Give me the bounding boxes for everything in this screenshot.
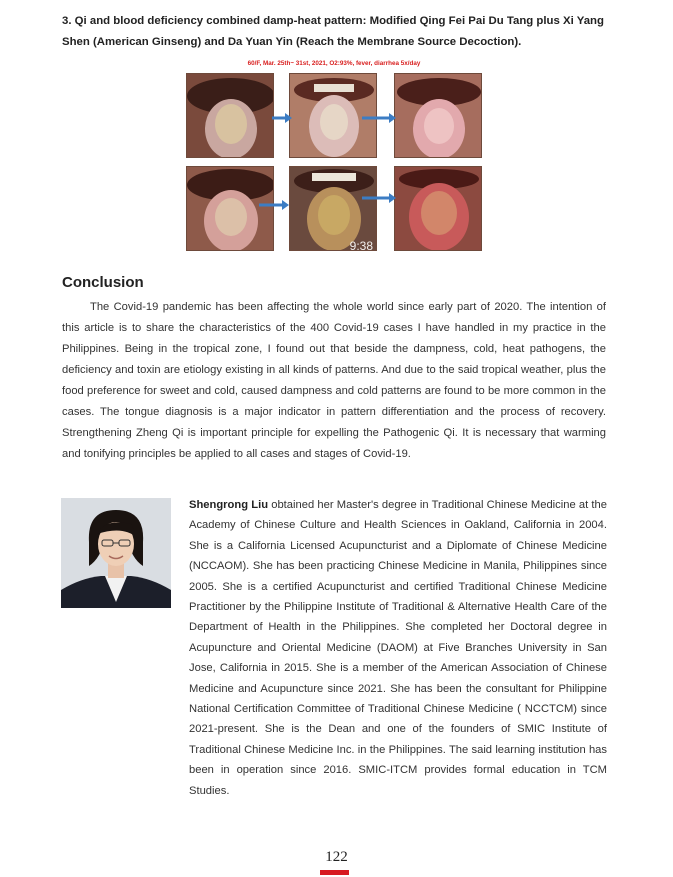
conclusion-paragraph: The Covid-19 pandemic has been affecting the whole world since early part of 2020. The intention of this article is to share the characteristics of the 400 Covid-19 cases I have handled in my practice in the Philippines. Being in the tropical zone, I found out that beside the dampness, cold, heat pathogens, the deficiency and toxin are etiology existing in all kinds of patterns. And due to the said tropical weather, plus the food preference for sweet and cold, caused dampness and cold patterns are found to be more common in the cases. The tongue diagnosis is a major indicator in pattern differentiation and the process of recovery. Strengthening Zheng Qi is important principle for expelling the Pathogenic Qi. It is necessary that warming and tonifying principles be applied to all cases and stages of Covid-19.: [62, 301, 606, 460]
arrow-right-icon: [259, 200, 289, 210]
page-number: 122: [325, 849, 348, 865]
section-heading: 3. Qi and blood deficiency combined damp-heat pattern: Modified Qing Fei Pai Du Tang plus Xi Yang Shen (American Ginseng) and Da Yuan Yin (Reach the Membrane Source Decoction).: [62, 15, 604, 48]
author-name: Shengrong Liu: [189, 499, 269, 511]
tongue-photo-5: [289, 166, 377, 251]
author-photo: [61, 498, 171, 608]
page-accent-bar: [320, 870, 349, 875]
arrow-right-icon: [272, 113, 292, 123]
author-bio-text: obtained her Master's degree in Traditional Chinese Medicine at the Academy of Chinese Culture and Health Sciences in Oakland, California in 2004. She is a California Licensed Acupuncturist and a Diplomate of Chinese Medicine (NCCAOM). She has been practicing Chinese Medicine in Manila, Philippines since 2005. She is a certified Acupuncturist and certified Traditional Chinese Medicine Practitioner by the Philippine Institute of Traditional & Alternative Health Care of the Department of Health in the Philippines. She completed her Doctoral degree in Acupuncture and Oriental Medicine (DAOM) at Five Branches University in San Jose, California in 2015. She is a member of the American Association of Chinese Medicine and Acupuncture since 2021. She has been the consultant for Philippine National Certification Committee of Traditional Chinese Medicine ( NCCTCM) since 2021-present. She is the Dean and one of the founders of SMIC Institute of Traditional Chinese Medicine Inc. in the Philippines. The said learning institution has been in operation since 2016. SMIC-ITCM provides formal education in TCM Studies.: [189, 499, 607, 797]
conclusion-heading: Conclusion: [62, 274, 144, 291]
photo-timestamp: 9:38: [349, 239, 373, 251]
tongue-photo-grid: [186, 73, 482, 251]
tongue-photo-6: [394, 166, 482, 251]
author-bio: [189, 495, 607, 801]
arrow-right-icon: [362, 193, 396, 203]
figure-caption: 60/F, Mar. 25th~ 31st, 2021, O2:93%, fever, diarrhea 5x/day: [247, 60, 421, 67]
tongue-photo-1: [186, 73, 274, 158]
tongue-photo-3: [394, 73, 482, 158]
arrow-right-icon: [362, 113, 396, 123]
